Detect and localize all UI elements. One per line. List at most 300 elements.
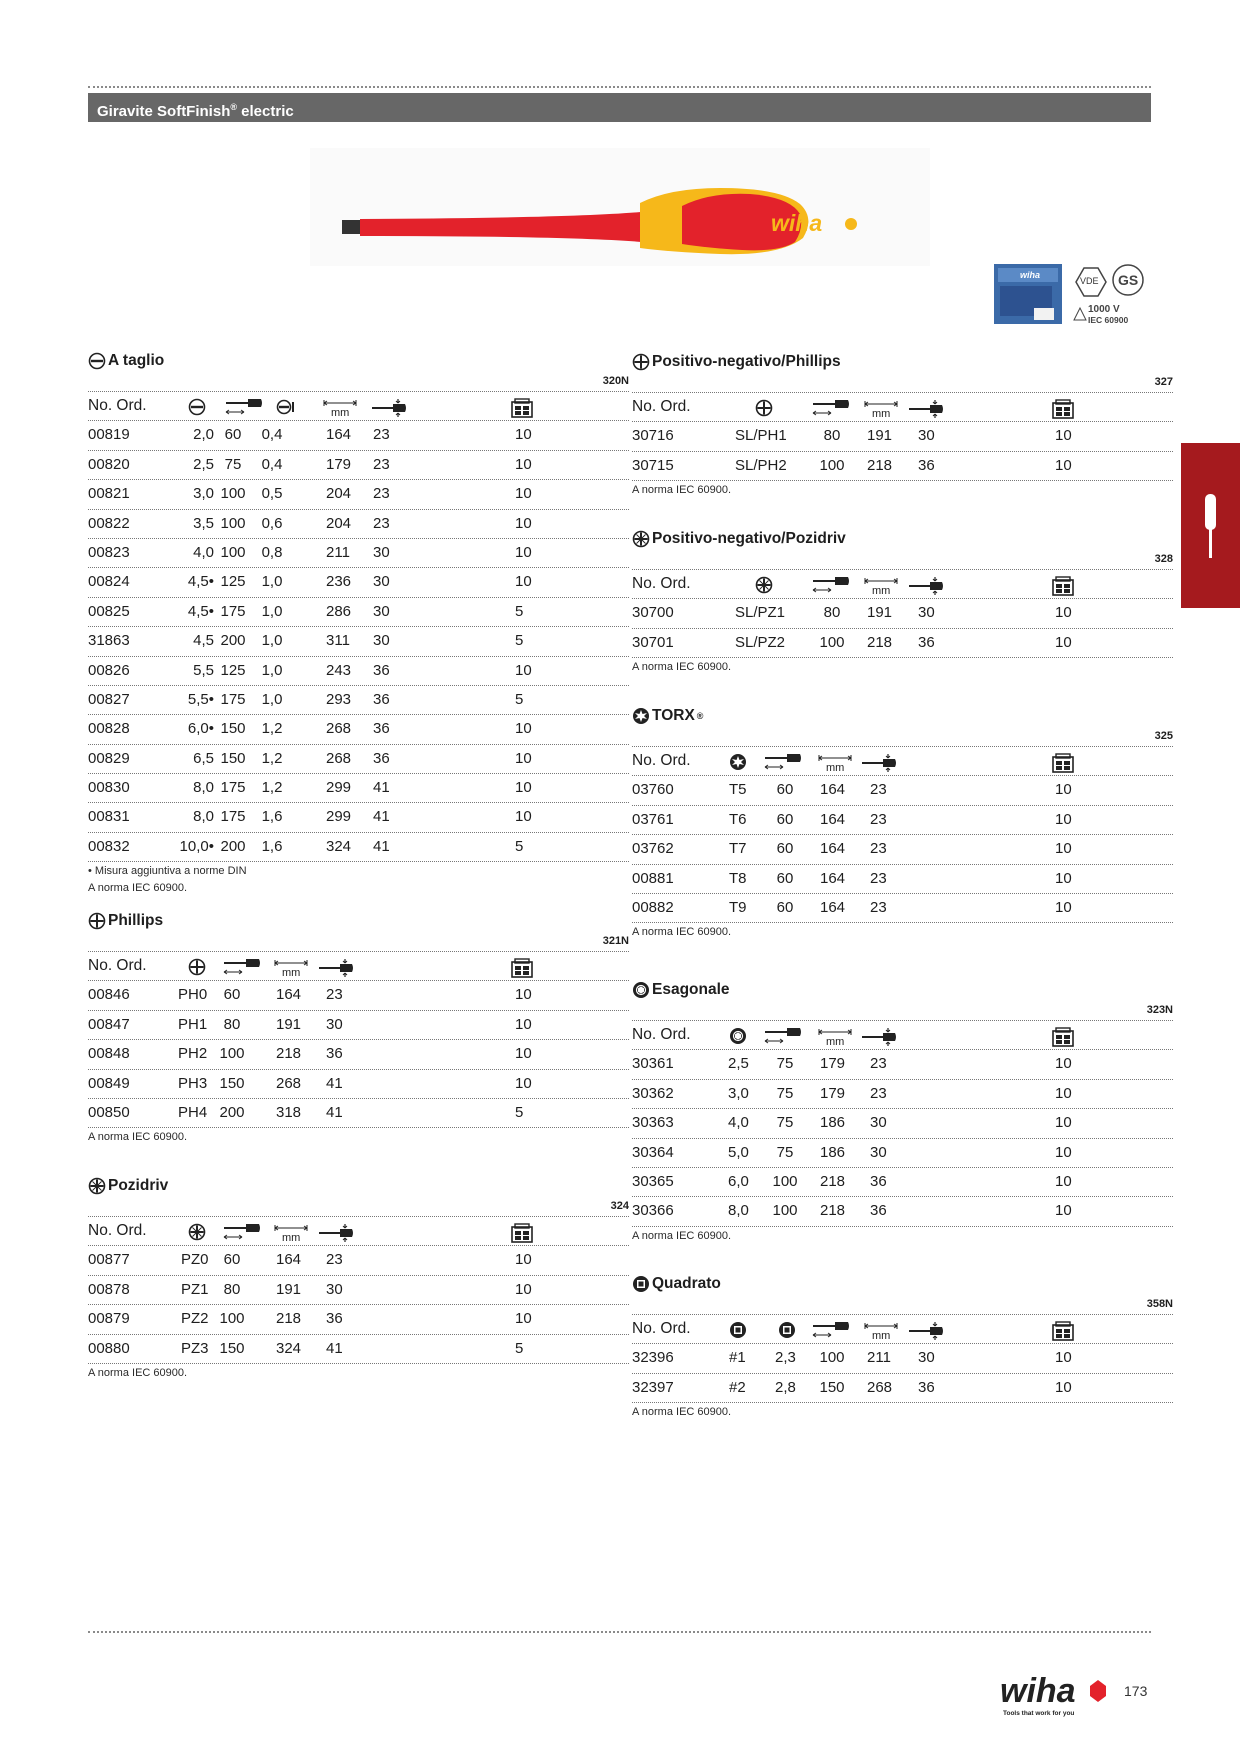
table-row: [632, 422, 1173, 451]
column-no-ord: No. Ord.: [88, 1222, 147, 1239]
order-number-cell: 00819: [88, 426, 130, 444]
table-cell: 10: [1055, 1202, 1072, 1220]
table-cell: 191: [867, 427, 893, 445]
section-title: [88, 1177, 168, 1195]
table-row: [88, 1276, 629, 1305]
table-cell: 179: [820, 1084, 846, 1102]
table-cell: 36: [373, 661, 390, 679]
table-cell: 10: [515, 808, 532, 826]
table-cell: PZ2: [181, 1310, 209, 1328]
table-cell: 100: [772, 1202, 798, 1220]
section-code: 325: [1154, 730, 1173, 742]
table-cell: PH1: [178, 1015, 208, 1033]
order-number-cell: 00850: [88, 1103, 130, 1121]
svg-text:mm: mm: [872, 408, 891, 419]
table-cell: 30: [373, 543, 390, 561]
table-cell: 324: [276, 1339, 302, 1357]
pack-box-icon: [1052, 399, 1074, 419]
section-code: 327: [1154, 376, 1173, 388]
table-cell: 10: [515, 986, 532, 1004]
square-tip-icon: [632, 1275, 650, 1293]
table-row: [632, 835, 1173, 864]
pozidriv-tip-icon: [88, 1177, 106, 1195]
table-cell: 5: [515, 1103, 524, 1121]
table-row: [632, 1109, 1173, 1138]
table-cell: 10: [515, 514, 532, 532]
order-number-cell: 00880: [88, 1339, 130, 1357]
table-cell: 164: [326, 426, 352, 444]
table-cell: 1,0: [261, 690, 283, 708]
badge-norm: IEC 60900: [1088, 315, 1129, 325]
table-cell: PH4: [178, 1103, 208, 1121]
table-row: [632, 894, 1173, 923]
section-header: [632, 707, 1173, 747]
column-no-ord: No. Ord.: [632, 1320, 691, 1337]
table-cell: 5,5•: [187, 690, 214, 708]
table-cell: 164: [820, 898, 846, 916]
table-cell: 150: [220, 749, 246, 767]
table-cell: 6,0: [728, 1172, 749, 1190]
table-cell: 10: [1055, 1378, 1072, 1396]
table-cell: PH0: [178, 986, 208, 1004]
table-cell: 175: [220, 602, 246, 620]
pack-box-icon: [1052, 753, 1074, 773]
table-cell: 186: [820, 1143, 846, 1161]
table-cell: 293: [326, 690, 352, 708]
table-cell: 30: [373, 602, 390, 620]
torx-tip-icon: [729, 753, 747, 771]
order-number-cell: 00831: [88, 808, 130, 826]
column-no-ord: No. Ord.: [88, 957, 147, 974]
order-number-cell: 00846: [88, 986, 130, 1004]
table-cell: SL/PH2: [735, 456, 787, 474]
table-cell: 100: [220, 543, 246, 561]
page-number: 173: [1124, 1683, 1148, 1699]
table-row: [632, 1080, 1173, 1109]
certification-badges: [994, 264, 1154, 326]
table-cell: 30: [918, 1349, 935, 1367]
table-cell: 10: [515, 1074, 532, 1092]
table-cell: 150: [220, 720, 246, 738]
table-footnote: A norma IEC 60900.: [632, 661, 732, 674]
blade-length-icon: [223, 958, 261, 976]
table-cell: 30: [870, 1114, 887, 1132]
table-footnote: A norma IEC 60900.: [632, 484, 732, 497]
table-header-row: [632, 1021, 1173, 1050]
table-row: [88, 1246, 629, 1275]
table-cell: 5: [515, 690, 524, 708]
table-cell: 0,5: [261, 485, 283, 503]
table-footnote: A norma IEC 60900.: [632, 1229, 732, 1242]
footer-brand-text: wiha: [1000, 1672, 1076, 1710]
table-cell: 1,0: [261, 573, 283, 591]
section-code: 358N: [1146, 1298, 1173, 1310]
order-number-cell: 00877: [88, 1251, 130, 1269]
table-cell: 10: [1055, 810, 1072, 828]
table-cell: 191: [276, 1280, 302, 1298]
table-cell: T9: [729, 898, 747, 916]
table-cell: 236: [326, 573, 352, 591]
table-cell: 36: [918, 1378, 935, 1396]
table-cell: 10: [515, 543, 532, 561]
order-number-cell: 03760: [632, 781, 674, 799]
table-cell: 10: [1055, 1055, 1072, 1073]
table-cell: 60: [776, 781, 794, 799]
badge-vde: VDE: [1080, 276, 1099, 286]
table-cell: 1,2: [261, 720, 283, 738]
table-row: [88, 774, 629, 803]
table-cell: 23: [373, 426, 390, 444]
product-image: [310, 148, 930, 266]
table-footnote: • Misura aggiuntiva a norme DIN: [88, 865, 247, 878]
table-cell: 75: [776, 1084, 794, 1102]
phillips-tip-icon: [755, 399, 773, 417]
table-row: [88, 803, 629, 832]
table-cell: 36: [373, 720, 390, 738]
handle-diameter-icon: [908, 576, 944, 596]
table-cell: 23: [870, 869, 887, 887]
slotted-tip-icon: [188, 398, 206, 416]
section-title: [632, 530, 846, 548]
order-number-cell: 00829: [88, 749, 130, 767]
table-header-row: [88, 392, 629, 421]
table-cell: 36: [326, 1310, 343, 1328]
table-cell: 286: [326, 602, 352, 620]
table-cell: 164: [820, 810, 846, 828]
table-cell: 2,5: [193, 455, 214, 473]
table-footnote: A norma IEC 60900.: [88, 882, 188, 895]
overall-length-icon: [323, 398, 357, 418]
table-cell: 23: [326, 986, 343, 1004]
table-row: [88, 833, 629, 862]
table-cell: 10: [515, 720, 532, 738]
slot-thickness-icon: [276, 398, 296, 416]
section-phillips: [88, 912, 629, 1145]
table-cell: 2,0: [193, 426, 214, 444]
table-cell: 80: [823, 427, 841, 445]
section-header: [88, 352, 629, 392]
table-cell: PZ1: [181, 1280, 209, 1298]
table-cell: 100: [772, 1172, 798, 1190]
overall-length-icon: [864, 576, 898, 596]
order-number-cell: 00826: [88, 661, 130, 679]
table-cell: 100: [819, 1349, 845, 1367]
table-cell: 0,4: [261, 426, 283, 444]
table-cell: 80: [223, 1280, 241, 1298]
section-code: 323N: [1146, 1004, 1173, 1016]
square-tip-icon: [729, 1321, 747, 1339]
table-cell: 1,2: [261, 749, 283, 767]
footer-logo: [1000, 1672, 1118, 1725]
table-cell: 10: [515, 1015, 532, 1033]
table-row: [88, 421, 629, 450]
table-cell: 6,5: [193, 749, 214, 767]
order-number-cell: 30715: [632, 456, 674, 474]
table-footnote: A norma IEC 60900.: [632, 926, 732, 939]
blade-length-icon: [812, 1321, 850, 1339]
table-row: [88, 568, 629, 597]
table-cell: 4,0: [728, 1114, 749, 1132]
order-number-cell: 00828: [88, 720, 130, 738]
badge-brand: wiha: [1020, 270, 1041, 280]
table-cell: 36: [918, 456, 935, 474]
table-cell: 211: [867, 1349, 891, 1367]
table-cell: 218: [867, 456, 893, 474]
order-number-cell: 00882: [632, 898, 674, 916]
table-cell: 8,0: [193, 808, 214, 826]
order-number-cell: 03761: [632, 810, 674, 828]
table-cell: 218: [276, 1045, 302, 1063]
section-header: [632, 1275, 1173, 1315]
section-title-reg: ®: [696, 711, 704, 721]
overall-length-icon: [274, 1223, 308, 1243]
table-row: [88, 657, 629, 686]
chapter-tab: [1181, 443, 1240, 608]
order-number-cell: 30701: [632, 633, 674, 651]
table-cell: 30: [373, 573, 390, 591]
order-number-cell: 03762: [632, 840, 674, 858]
table-cell: T5: [729, 781, 747, 799]
table-row: [88, 981, 629, 1010]
table-cell: 100: [819, 456, 845, 474]
table-cell: 8,0: [193, 779, 214, 797]
section-header: [632, 530, 1173, 570]
table-cell: 10: [1055, 840, 1072, 858]
section-torx: [632, 707, 1173, 940]
table-row: [88, 598, 629, 627]
table-row: [632, 1050, 1173, 1079]
table-row: [632, 629, 1173, 658]
table-cell: 0,8: [261, 543, 283, 561]
section-code: 324: [610, 1200, 629, 1212]
section-code: 320N: [602, 375, 629, 387]
table-cell: 1,0: [261, 632, 283, 650]
section-code: 321N: [602, 935, 629, 947]
table-cell: 211: [326, 543, 350, 561]
table-cell: #1: [729, 1349, 746, 1367]
section-square: [632, 1275, 1173, 1420]
svg-text:mm: mm: [331, 407, 350, 418]
table-cell: 318: [276, 1103, 302, 1121]
table-cell: 23: [870, 1084, 887, 1102]
handle-diameter-icon: [861, 753, 897, 773]
table-cell: 0,4: [261, 455, 283, 473]
table-cell: 23: [870, 898, 887, 916]
order-number-cell: 00878: [88, 1280, 130, 1298]
table-cell: PH3: [178, 1074, 208, 1092]
table-cell: 125: [220, 661, 246, 679]
svg-text:mm: mm: [826, 1036, 845, 1047]
handle-diameter-icon: [371, 398, 407, 418]
table-cell: 175: [220, 779, 246, 797]
table-cell: 4,5: [193, 632, 214, 650]
pack-box-icon: [511, 398, 533, 418]
table-cell: 10: [1055, 869, 1072, 887]
table-cell: 41: [326, 1339, 343, 1357]
section-title: [632, 981, 730, 999]
blade-length-icon: [223, 1223, 261, 1241]
table-row: [632, 806, 1173, 835]
header-title-prefix: Giravite SoftFinish: [97, 103, 231, 120]
header-title-suffix: electric: [237, 103, 294, 120]
table-cell: 75: [776, 1143, 794, 1161]
section-title-text: Esagonale: [652, 981, 730, 998]
table-cell: 10: [515, 1045, 532, 1063]
handle-diameter-icon: [318, 958, 354, 978]
table-row: [88, 451, 629, 480]
table-cell: 10: [515, 426, 532, 444]
table-cell: 100: [219, 1045, 245, 1063]
pack-box-icon: [511, 958, 533, 978]
section-hex: [632, 981, 1173, 1244]
svg-text:mm: mm: [282, 1232, 301, 1243]
table-cell: 8,0: [728, 1202, 749, 1220]
phillips-tip-icon: [88, 912, 106, 930]
handle-diameter-icon: [908, 1321, 944, 1341]
table-row: [88, 1099, 629, 1128]
handle-diameter-icon: [908, 399, 944, 419]
table-cell: PZ0: [181, 1251, 209, 1269]
table-cell: 60: [776, 869, 794, 887]
table-cell: 23: [870, 840, 887, 858]
table-cell: 41: [373, 837, 390, 855]
table-cell: 23: [870, 781, 887, 799]
section-title-text: Pozidriv: [108, 1177, 169, 1194]
slotted-tip-icon: [88, 352, 106, 370]
table-cell: T8: [729, 869, 747, 887]
table-cell: 324: [326, 837, 352, 855]
order-number-cell: 30366: [632, 1202, 674, 1220]
svg-text:mm: mm: [826, 762, 845, 773]
table-cell: 164: [820, 840, 846, 858]
table-cell: 191: [276, 1015, 302, 1033]
table-cell: 3,5: [193, 514, 214, 532]
order-number-cell: 32396: [632, 1349, 674, 1367]
table-cell: 1,0: [261, 602, 283, 620]
table-cell: 10: [1055, 427, 1072, 445]
table-cell: 3,0: [728, 1084, 749, 1102]
handle-diameter-icon: [861, 1027, 897, 1047]
table-cell: 179: [326, 455, 352, 473]
order-number-cell: 00830: [88, 779, 130, 797]
table-row: [88, 1335, 629, 1364]
table-cell: 23: [870, 1055, 887, 1073]
table-cell: 100: [220, 514, 246, 532]
table-cell: 175: [220, 690, 246, 708]
footer-tagline: Tools that work for you: [1003, 1710, 1075, 1717]
table-cell: 41: [326, 1074, 343, 1092]
order-number-cell: 30365: [632, 1172, 674, 1190]
order-number-cell: 00823: [88, 543, 130, 561]
table-cell: 1,2: [261, 779, 283, 797]
table-cell: PH2: [178, 1045, 208, 1063]
table-cell: 3,0: [193, 485, 214, 503]
table-cell: 4,5•: [187, 602, 214, 620]
top-rule: [88, 86, 1151, 88]
table-cell: 100: [220, 485, 246, 503]
table-cell: PZ3: [181, 1339, 209, 1357]
table-cell: 0,6: [261, 514, 283, 532]
phillips-tip-icon: [632, 353, 650, 371]
table-row: [632, 452, 1173, 481]
section-plusminus-phillips: [632, 353, 1173, 498]
column-no-ord: No. Ord.: [632, 752, 691, 769]
table-cell: 75: [776, 1114, 794, 1132]
table-cell: 150: [219, 1339, 245, 1357]
table-row: [88, 1040, 629, 1069]
table-cell: 30: [326, 1280, 343, 1298]
section-code: 328: [1154, 553, 1173, 565]
order-number-cell: 00832: [88, 837, 130, 855]
section-title-text: Quadrato: [652, 1275, 721, 1292]
blade-length-icon: [812, 576, 850, 594]
bottom-rule: [88, 1631, 1151, 1633]
table-cell: 60: [776, 810, 794, 828]
table-cell: 75: [776, 1055, 794, 1073]
overall-length-icon: [818, 753, 852, 773]
table-row: [632, 1168, 1173, 1197]
table-cell: 80: [823, 604, 841, 622]
section-title: [632, 353, 841, 371]
section-title-text: A taglio: [108, 352, 165, 369]
order-number-cell: 00849: [88, 1074, 130, 1092]
table-cell: 36: [918, 633, 935, 651]
blade-length-icon: [764, 1027, 802, 1045]
svg-text:mm: mm: [282, 967, 301, 978]
table-cell: 30: [918, 604, 935, 622]
table-cell: 175: [220, 808, 246, 826]
overall-length-icon: [818, 1027, 852, 1047]
table-cell: 36: [373, 690, 390, 708]
table-cell: 164: [276, 1251, 302, 1269]
table-cell: T7: [729, 840, 747, 858]
table-cell: 60: [776, 840, 794, 858]
table-cell: 2,8: [775, 1378, 796, 1396]
table-cell: 10: [515, 485, 532, 503]
table-row: [88, 1011, 629, 1040]
table-cell: 204: [326, 514, 352, 532]
pozidriv-tip-icon: [188, 1223, 206, 1241]
order-number-cell: 30364: [632, 1143, 674, 1161]
table-cell: 150: [219, 1074, 245, 1092]
table-cell: 200: [220, 837, 246, 855]
order-number-cell: 30363: [632, 1114, 674, 1132]
table-cell: 10: [515, 1251, 532, 1269]
table-header-row: [88, 1217, 629, 1246]
table-row: [88, 480, 629, 509]
table-cell: 10: [515, 749, 532, 767]
table-cell: 23: [870, 810, 887, 828]
svg-text:mm: mm: [872, 585, 891, 596]
table-header-row: [632, 570, 1173, 599]
svg-text:mm: mm: [872, 1330, 891, 1341]
table-row: [632, 865, 1173, 894]
table-cell: 200: [219, 1103, 245, 1121]
table-cell: 100: [819, 633, 845, 651]
table-cell: 10: [1055, 633, 1072, 651]
order-number-cell: 00881: [632, 869, 674, 887]
table-cell: 41: [326, 1103, 343, 1121]
table-cell: 186: [820, 1114, 846, 1132]
table-cell: 218: [867, 633, 893, 651]
table-cell: 268: [326, 720, 352, 738]
table-header-row: [632, 1315, 1173, 1344]
order-number-cell: 00825: [88, 602, 130, 620]
table-cell: 60: [223, 1251, 241, 1269]
table-cell: 299: [326, 779, 352, 797]
badge-voltage: 1000 V: [1088, 304, 1120, 315]
table-cell: 80: [223, 1015, 241, 1033]
